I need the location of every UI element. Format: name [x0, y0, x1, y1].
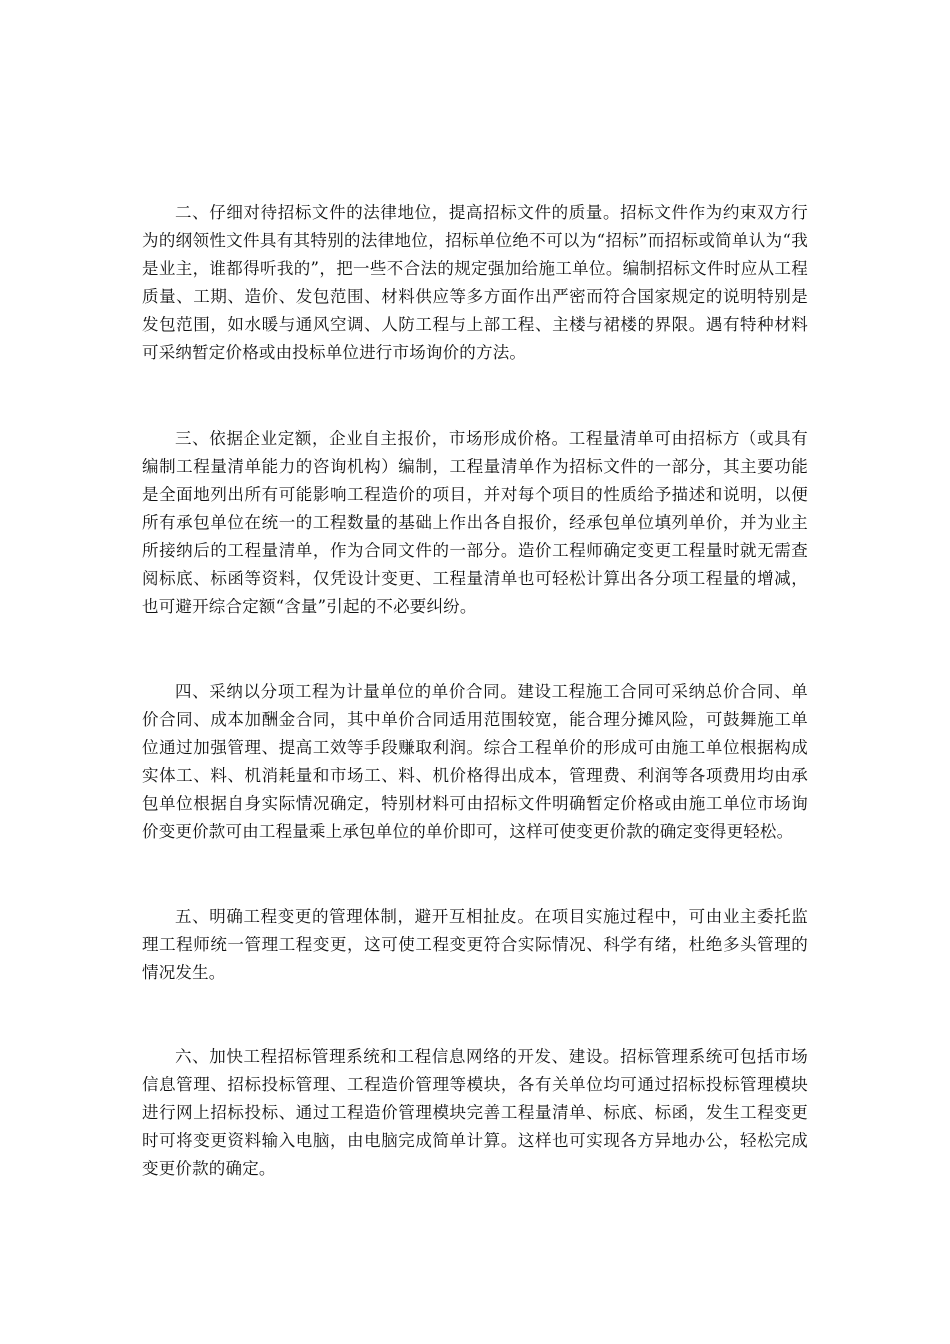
paragraph-section-4: 四、采纳以分项工程为计量单位的单价合同。建设工程施工合同可采纳总价合同、单价合同、成本加酬金合同，其中单价合同适用范围较宽，能合理分摊风险，可鼓舞施工单位通过加强管理、提高工效等手段赚取利润。综合工程单价的形成可由施工单位根据构成实体工、料、机消耗量和市场工、料、机价格得出成本，管理费、利润等各项费用均由承包单位根据自身实际情况确定，特别材料可由招标文件明确暂定价格或由施工单位市场询价变更价款可由工程量乘上承包单位的单价即可，这样可使变更价款的确定变得更轻松。: [142, 682, 808, 841]
paragraph-section-2: 二、仔细对待招标文件的法律地位，提高招标文件的质量。招标文件作为约束双方行为的纲领性文件具有其特别的法律地位，招标单位绝不可以为“招标”而招标或简单认为“我是业主，谁都得听我的”，把一些不合法的规定强加给施工单位。编制招标文件时应从工程质量、工期、造价、发包范围、材料供应等多方面作出严密而符合国家规定的说明特别是发包范围，如水暖与通风空调、人防工程与上部工程、主楼与裙楼的界限。遇有特种材料可采纳暂定价格或由投标单位进行市场询价的方法。: [142, 203, 808, 362]
paragraph-section-6: 六、加快工程招标管理系统和工程信息网络的开发、建设。招标管理系统可包括市场信息管理、招标投标管理、工程造价管理等模块，各有关单位均可通过招标投标管理模块进行网上招标投标、通过工程造价管理模块完善工程量清单、标底、标函，发生工程变更时可将变更资料输入电脑，由电脑完成简单计算。这样也可实现各方异地办公，轻松完成变更价款的确定。: [142, 1047, 808, 1178]
paragraph-section-3: 三、依据企业定额，企业自主报价，市场形成价格。工程量清单可由招标方（或具有编制工程量清单能力的咨询机构）编制，工程量清单作为招标文件的一部分，其主要功能是全面地列出所有可能影响工程造价的项目，并对每个项目的性质给予描述和说明，以便所有承包单位在统一的工程数量的基础上作出各自报价，经承包单位填列单价，并为业主所接纳后的工程量清单，作为合同文件的一部分。造价工程师确定变更工程量时就无需查阅标底、标函等资料，仅凭设计变更、工程量清单也可轻松计算出各分项工程量的增减，也可避开综合定额“含量”引起的不必要纠纷。: [142, 429, 808, 616]
paragraph-section-5: 五、明确工程变更的管理体制，避开互相扯皮。在项目实施过程中，可由业主委托监理工程师统一管理工程变更，这可使工程变更符合实际情况、科学有绪，杜绝多头管理的情况发生。: [142, 907, 808, 982]
